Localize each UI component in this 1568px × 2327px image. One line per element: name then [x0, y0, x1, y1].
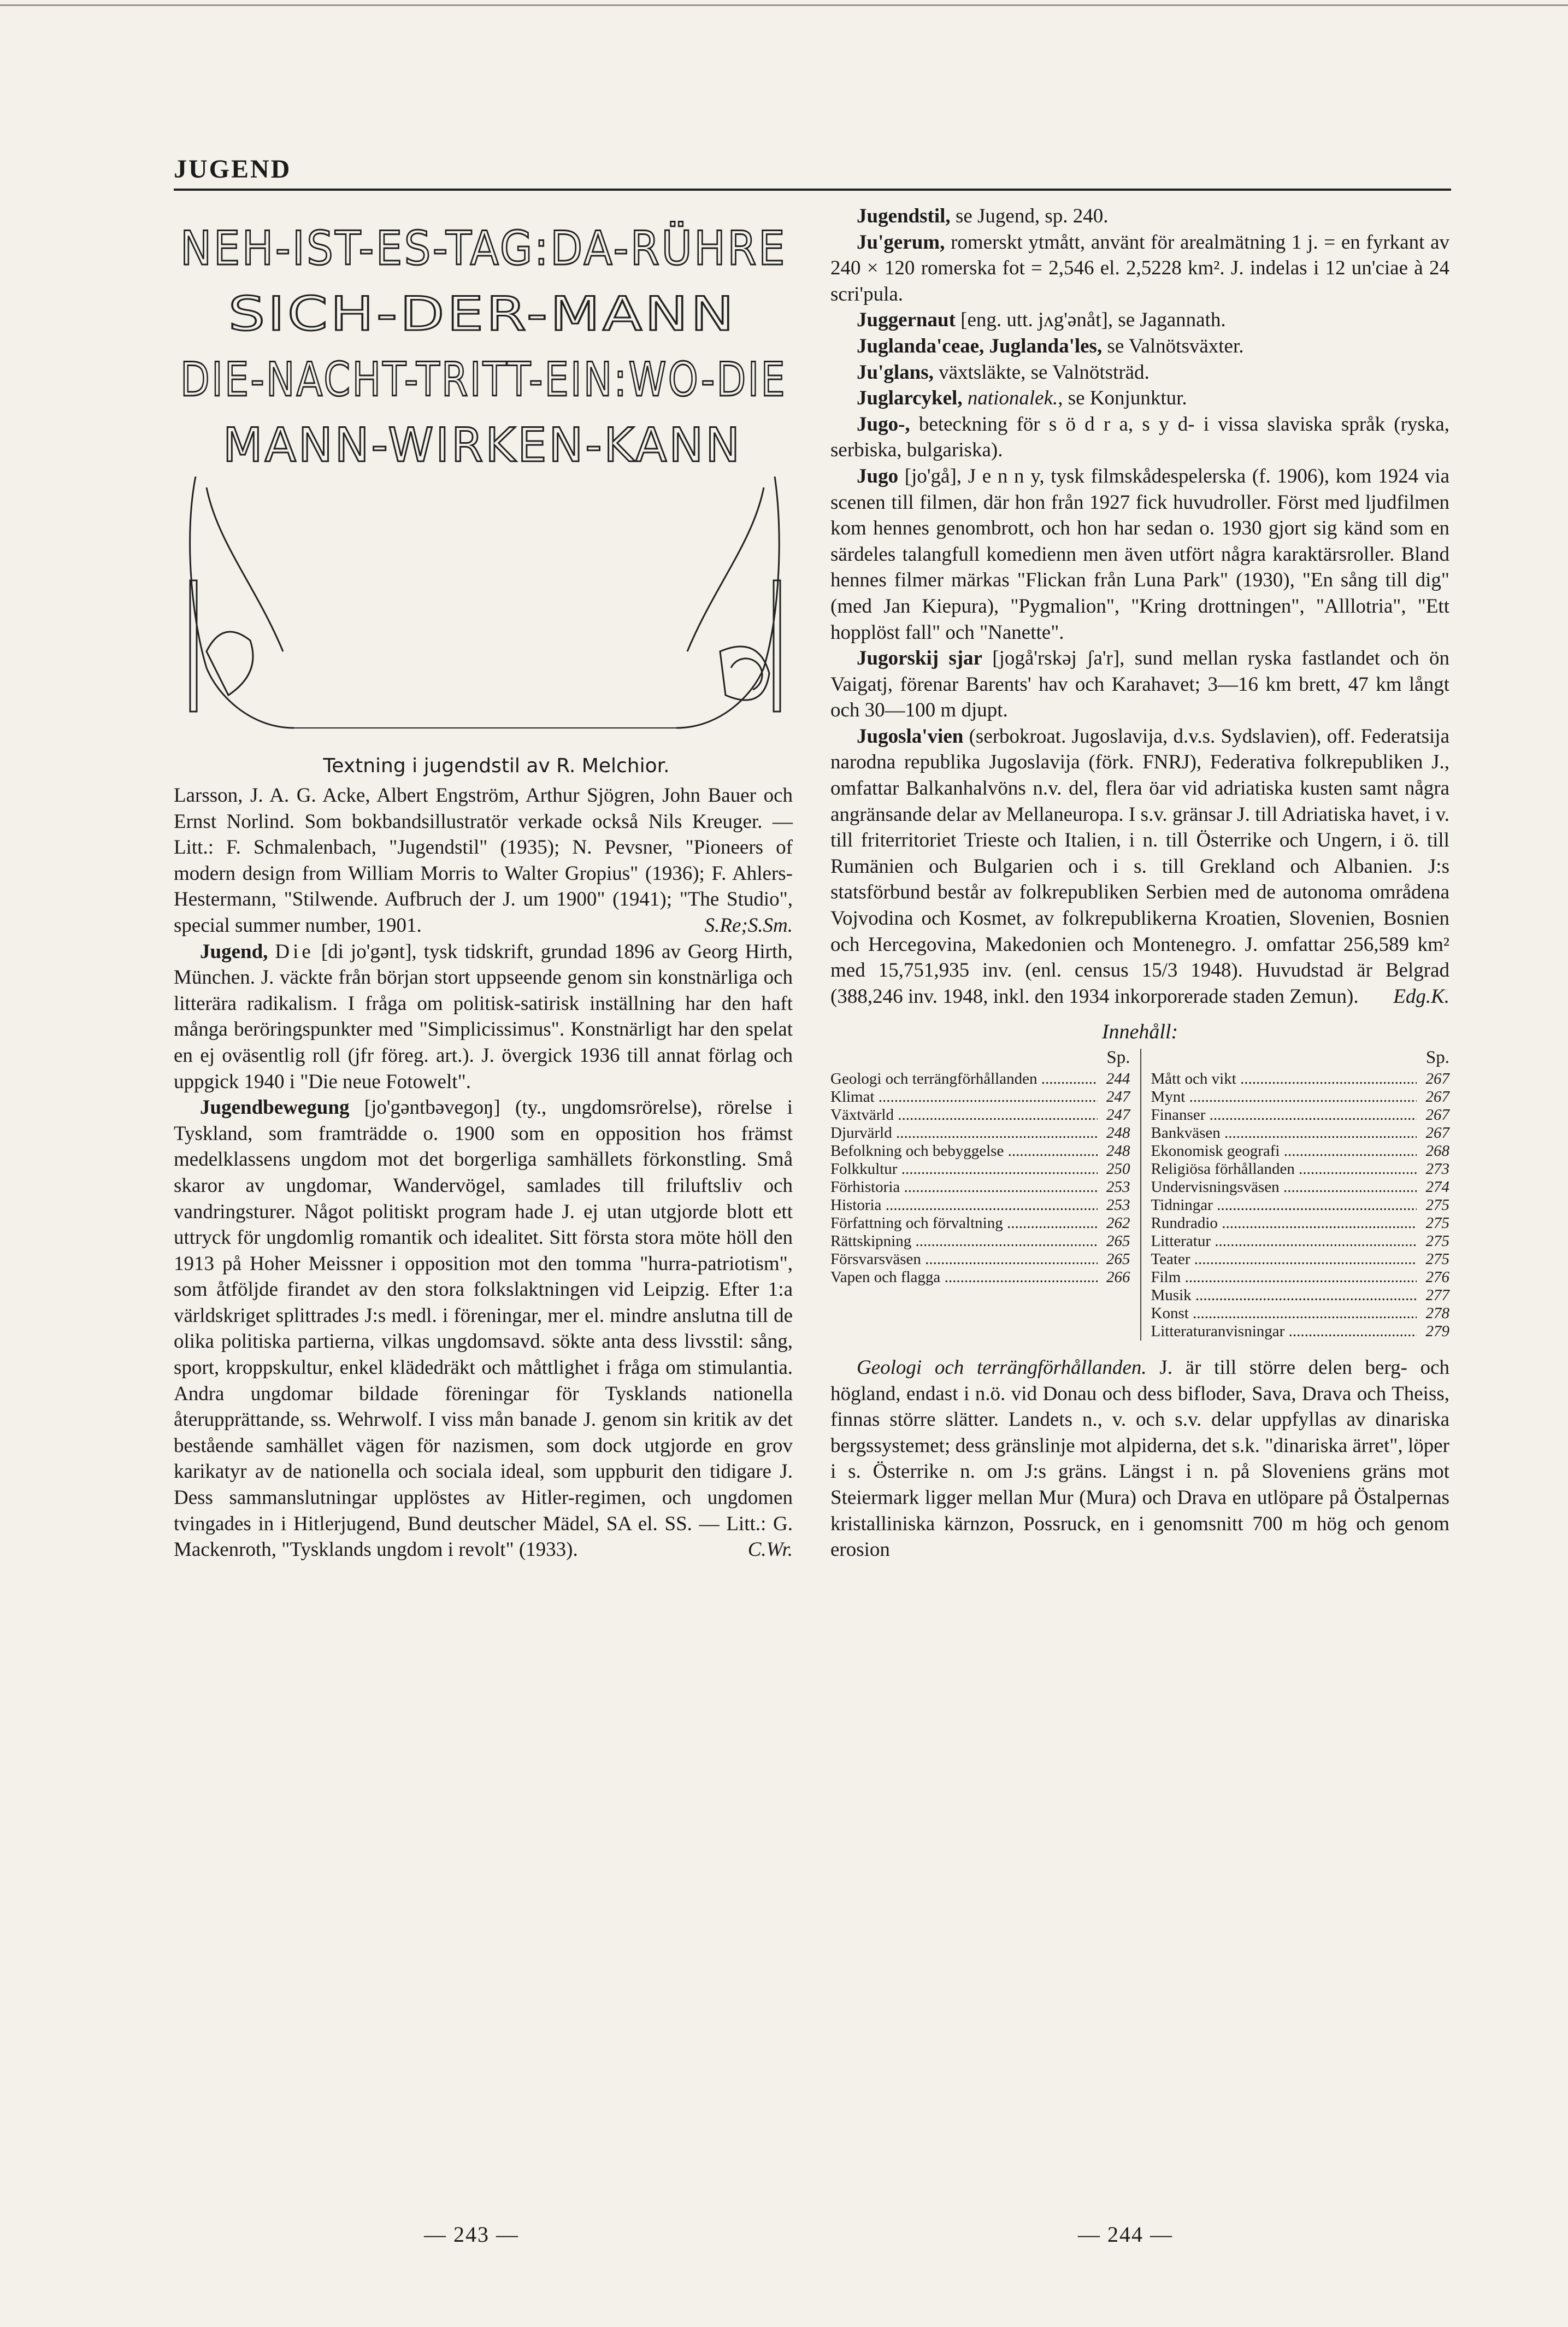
toc-row — [830, 1214, 1130, 1232]
entry-text: se Jugend, sp. 240. — [955, 205, 1109, 227]
table-of-contents — [830, 1049, 1449, 1341]
toc-sp-label: Sp. — [1425, 1048, 1449, 1067]
entry-text: (serbokroat. Jugoslavija, d.v.s. Sydslavien), off. Federatsija narodna republika Jugoslavija (förk. FNRJ), Federativa folkrepubliken J., omfattar Balkanhalvöns n.v. del, flera öar vid adriatiska kusten samt några angränsande delar av Mellaneuropa. I s.v. gränsar J. till Adriatiska havet, i v. till friterritoriet Trieste och Italien, i n. till Österrike och Ungern, i ö. till Rumänien och Bulgarien och i s. till Grekland och Albanien. J:s statsförbund består av folkrepubliken Serbien med de autonoma områdena Vojvodina och Kosmet, av folkrepublikerna Kroatien, Slovenien, Bosnien och Hercegovina, Makedonien och Montenegro. J. omfattar 256,589 km² med 15,751,935 inv. (enl. census 15/3 1948). Huvudstad är Belgrad (388,246 inv. 1948, inkl. den 1934 inkorporerade staden Zemun). — [830, 725, 1450, 1008]
toc-entry-name: Litteraturanvisningar ..... — [1151, 1323, 1417, 1341]
entry-jugerum — [830, 230, 1449, 308]
toc-entry-page: 248 — [1106, 1124, 1130, 1142]
entry-text: se Valnötsväxter. — [1107, 334, 1244, 357]
article-continuation — [174, 783, 793, 939]
toc-row — [830, 1142, 1130, 1160]
toc-row — [830, 1178, 1130, 1196]
toc-entry-name: Försvarsväsen ..... — [830, 1250, 1098, 1268]
toc-entry-name: Musik ..... — [1151, 1286, 1417, 1304]
toc-row — [1151, 1304, 1450, 1323]
ornamental-frame — [190, 477, 780, 728]
toc-row — [1151, 1160, 1450, 1178]
lettering-line-2: SICH-DER-MANN — [228, 287, 736, 342]
toc-row — [1151, 1286, 1450, 1304]
section-text: J. är till större delen berg- och högland, endast i n.ö. vid Donau och dess bifloder, Sava, Drava och Theiss, finnas större slätter. Landets n., v. och s.v. delar uppfyllas av dinariska bergssystemet; dess gränslinje mot alpiderna, det s.k. "dinariska ärret", löper i s. Österrike n. om J:s gräns. Längst i n. på Sloveniens gräns mot Steiermark ligger mellan Mur (Mura) och Drava en utlöpare på Östalpernas kristalliniska kärnzon, Possruck, en i genomsnitt 700 m hög och genom erosion — [830, 1356, 1450, 1561]
toc-entry-page: 273 — [1425, 1160, 1449, 1178]
author-signature: C.Wr. — [747, 1538, 793, 1561]
entry-headword: Jugo — [857, 465, 899, 487]
entry-text: [jogå'rskəj ʃa'r], sund mellan ryska fastlandet och ön Vaigatj, förenar Barents' hav och Karahavet; 3—16 km brett, 47 km långt och 30—100 m djupt. — [830, 647, 1449, 722]
toc-sp-label: Sp. — [1106, 1048, 1130, 1067]
entry-headword: Ju'gerum, — [857, 231, 945, 254]
toc-entry-page: 250 — [1106, 1160, 1130, 1178]
toc-entry-name: Historia ..... — [830, 1196, 1098, 1214]
entry-text: [eng. utt. jʌg'ənåt], se Jagannath. — [960, 309, 1226, 332]
toc-entry-page: 268 — [1425, 1142, 1449, 1160]
entry-jugoslavien — [830, 724, 1449, 1010]
toc-title: Innehåll: — [1101, 1020, 1178, 1044]
toc-entry-name: Ekonomisk geografi ..... — [1151, 1142, 1417, 1160]
toc-row — [1151, 1106, 1450, 1124]
entry-headword: Jugorskij sjar — [857, 647, 982, 670]
entry-jugendbewegung — [174, 1095, 793, 1563]
toc-entry-name: Mått och vikt ..... — [1151, 1070, 1417, 1088]
toc-entry-page: 244 — [1106, 1070, 1130, 1088]
toc-entry-page: 265 — [1106, 1232, 1130, 1250]
toc-row — [1151, 1088, 1450, 1106]
toc-entry-name: Teater ..... — [1151, 1250, 1417, 1268]
entry-jugo-prefix — [830, 412, 1449, 463]
toc-entry-page: 262 — [1106, 1214, 1130, 1232]
toc-entry-name: Djurvärld ..... — [830, 1124, 1098, 1142]
entry-jugendstil — [830, 203, 1449, 230]
left-column — [174, 203, 793, 1563]
header-rule — [174, 189, 1451, 191]
lettering-line-1: NEH-IST-ES-TAG:DA-RÜHRE — [180, 221, 787, 276]
jugendstil-lettering-illustration — [174, 203, 793, 750]
toc-row — [830, 1160, 1130, 1178]
toc-entry-name: Rättskipning ..... — [830, 1232, 1098, 1250]
entry-juglandaceae — [830, 333, 1449, 360]
entry-jugend-die — [174, 939, 793, 1095]
lettering-line-3: DIE-NACHT-TRITT-EIN:WO-DIE — [180, 352, 787, 407]
section-geology — [830, 1355, 1449, 1563]
entry-jugo-jenny — [830, 463, 1449, 645]
toc-row — [830, 1124, 1130, 1142]
toc-row — [830, 1232, 1130, 1250]
toc-entry-page: 247 — [1106, 1106, 1130, 1124]
toc-entry-name: Klimat ..... — [830, 1088, 1098, 1106]
entry-text: [jo'gəntbəvegoŋ] (ty., ungdomsrörelse), rörelse i Tyskland, som framträdde o. 1900 som en opposition hos främst medelklassens ungdom mot det borgerliga samhällets förkonstling. Små skaror av ungdomar, Wandervögel, samlades till friluftsliv och vandringsturer. Något politiskt program hade J. ej utan utgjorde blott ett uttryck för ungdomlig romantik och idealitet. Sitt första stora möte höll den 1913 på Hoher Meissner i opposition mot den tomma "hurra-patriotism", som åtföljde firandet av den stora folkslaktningen vid Leipzig. Efter 1:a världskriget splittrades J:s medl. i föreningar, mer el. mindre anslutna till de olika politiska partierna, vilkas ungdomsavd. sökte anta dess livsstil: sång, sport, kroppskultur, enkel klädedräkt och måttlighet i fråga om stimulantia. Andra ungdomar bildade föreningar för Tysklands nationella återupprättande, ss. Wehrwolf. I viss mån banade J. genom sin kritik av det bestående samhället vägen för nazismen, som dock utgjorde en grov karikatyr av de nationella och sociala ideal, som uppburit den tidigare J. Dess sammanslutningar upplöstes av Hitler-regimen, och ungdomen tvingades in i Hitlerjugend, Bund deutscher Mädel, SA el. SS. — Litt.: G. Mackenroth, "Tysklands ungdom i revolt" (1933). — [174, 1096, 793, 1561]
toc-entry-page: 267 — [1425, 1088, 1449, 1106]
page-number-left: — 243 — — [424, 2222, 519, 2247]
toc-row — [1151, 1196, 1450, 1214]
lettering-artwork — [174, 203, 793, 750]
toc-entry-name: Författning och förvaltning ..... — [830, 1214, 1098, 1232]
entry-text: [jo'gå], J e n n y, tysk filmskådespelerska (f. 1906), kom 1924 via scenen till filmen, där hon från 1927 fick huvudroller. Först med ljudfilmen kom hennes genombrott, och hon har sedan o. 1930 gjort sig känd som en särdeles talangfull komedienn men även utfört några karaktärsroller. Bland hennes filmer märkas "Flickan från Luna Park" (1930), "En sång till dig" (med Jan Kiepura), "Pygmalion", "Kring drottningen", "Alllotria", "Ett hopplöst fall" och "Nanette". — [830, 465, 1450, 644]
entry-headword: Juggernaut — [857, 309, 956, 332]
toc-entry-name: Växtvärld ..... — [830, 1106, 1098, 1124]
toc-entry-page: 267 — [1425, 1106, 1449, 1124]
entry-headword: Juglanda'ceae, Juglanda'les, — [857, 334, 1103, 357]
toc-entry-page: 248 — [1106, 1142, 1130, 1160]
toc-entry-page: 267 — [1425, 1124, 1449, 1142]
toc-entry-page: 267 — [1425, 1070, 1449, 1088]
entry-text: se Konjunktur. — [1068, 387, 1187, 410]
toc-right-column — [1140, 1049, 1450, 1341]
entry-headword: Jugosla'vien — [857, 725, 964, 748]
toc-entry-name: Konst ..... — [1151, 1304, 1417, 1323]
running-head: JUGEND — [174, 155, 292, 184]
toc-entry-page: 275 — [1425, 1250, 1449, 1268]
entry-text: [di jo'gənt], tysk tidskrift, grundad 1896 av Georg Hirth, München. J. väckte från början stort uppseende genom sin konstnärliga och litterära radikalism. I fråga om politisk-satirisk inställning har den haft många beröringspunkter med "Simplicissimus". Konstnärligt har den spelat en ej oväsentlig roll (jfr föreg. art.). J. övergick 1936 till annat förlag och uppgick 1940 i "Die neue Fotowelt". — [174, 940, 793, 1093]
entry-juglans — [830, 360, 1449, 386]
toc-entry-page: 275 — [1425, 1196, 1449, 1214]
toc-entry-page: 276 — [1425, 1268, 1449, 1286]
toc-entry-name: Geologi och terrängförhållanden ..... — [830, 1070, 1098, 1088]
toc-row — [1151, 1124, 1450, 1142]
entry-headword: Ju'glans, — [857, 361, 934, 384]
toc-entry-name: Film ..... — [1151, 1268, 1417, 1286]
toc-row — [1151, 1250, 1450, 1268]
toc-row — [1151, 1070, 1450, 1088]
page-number-right: — 244 — — [1078, 2222, 1173, 2247]
toc-entry-page: 266 — [1106, 1268, 1130, 1286]
toc-left-column — [830, 1049, 1140, 1341]
toc-entry-page: 274 — [1425, 1178, 1449, 1196]
toc-row — [830, 1070, 1130, 1088]
toc-entry-page: 278 — [1425, 1304, 1449, 1322]
toc-row — [1151, 1268, 1450, 1286]
toc-entry-page: 275 — [1425, 1232, 1449, 1250]
entry-headword: Jugendstil, — [857, 205, 951, 227]
right-column — [830, 203, 1449, 1563]
toc-entry-name: Religiösa förhållanden ..... — [1151, 1160, 1417, 1178]
section-heading: Geologi och terrängförhållanden. — [857, 1356, 1147, 1379]
toc-entry-page: 253 — [1106, 1196, 1130, 1214]
lettering-line-4: MANN-WIRKEN-KANN — [223, 418, 742, 473]
entry-text: växtsläkte, se Valnötsträd. — [939, 361, 1150, 384]
toc-entry-page: 279 — [1425, 1323, 1449, 1340]
entry-headword: Juglarcykel, — [857, 387, 963, 410]
entry-headword: Jugend, — [200, 940, 268, 963]
entry-juglarcykel — [830, 385, 1449, 412]
toc-entry-name: Tidningar ..... — [1151, 1196, 1417, 1214]
toc-entry-name: Vapen och flagga ..... — [830, 1268, 1098, 1286]
toc-entry-name: Finanser ..... — [1151, 1106, 1417, 1124]
entry-juggernaut — [830, 307, 1449, 333]
toc-row — [830, 1250, 1130, 1268]
toc-entry-name: Mynt ..... — [1151, 1088, 1417, 1106]
entry-jugorskij-sjar — [830, 645, 1449, 724]
toc-row — [1151, 1214, 1450, 1232]
toc-row — [830, 1088, 1130, 1106]
toc-entry-name: Undervisningsväsen ..... — [1151, 1178, 1417, 1196]
toc-entry-name: Befolkning och bebyggelse ..... — [830, 1142, 1098, 1160]
entry-spaced-word: Die — [275, 940, 314, 963]
author-signature: S.Re;S.Sm. — [704, 914, 793, 937]
toc-entry-name: Folkkultur ..... — [830, 1160, 1098, 1178]
toc-row — [1151, 1142, 1450, 1160]
toc-row — [830, 1196, 1130, 1214]
entry-text: romerskt ytmått, använt för arealmätning 1 j. = en fyrkant av 240 × 120 romerska fot = 2,546 el. 2,5228 km². J. indelas i 12 un'ciae à 24 scri'pula. — [830, 231, 1449, 305]
toc-entry-page: 265 — [1106, 1250, 1130, 1268]
toc-row — [1151, 1178, 1450, 1196]
toc-entry-name: Litteratur ..... — [1151, 1232, 1417, 1250]
toc-row — [830, 1268, 1130, 1286]
toc-entry-page: 275 — [1425, 1214, 1449, 1232]
toc-entry-name: Rundradio ..... — [1151, 1214, 1417, 1232]
article-text: Larsson, J. A. G. Acke, Albert Engström, Arthur Sjögren, John Bauer och Ernst Norlind. Som bokbandsillustratör verkade också Nils Kreuger. — Litt.: F. Schmalenbach, "Jugendstil" (1935); N. Pevsner, "Pioneers of modern design from William Morris to Walter Gropius" (1936); F. Ahlers-Hestermann, "Stilwende. Aufbruch der J. um 1900" (1941); "The Studio", special summer number, 1901. — [174, 784, 793, 937]
toc-entry-page: 277 — [1425, 1286, 1449, 1304]
toc-entry-name: Bankväsen ..... — [1151, 1124, 1417, 1142]
entry-italic: nationalek., — [967, 387, 1063, 410]
entry-headword: Jugo-, — [857, 413, 910, 436]
toc-row — [1151, 1232, 1450, 1250]
toc-row — [1151, 1323, 1450, 1341]
top-edge-rule — [0, 4, 1568, 6]
toc-row — [830, 1106, 1130, 1124]
author-signature: Edg.K. — [1393, 985, 1449, 1008]
entry-text: beteckning för s ö d r a, s y d- i vissa slaviska språk (ryska, serbiska, bulgariska). — [830, 413, 1450, 462]
toc-entry-name: Förhistoria ..... — [830, 1178, 1098, 1196]
illustration-caption: Textning i jugendstil av R. Melchior. — [323, 755, 670, 777]
toc-entry-page: 247 — [1106, 1088, 1130, 1106]
toc-entry-page: 253 — [1106, 1178, 1130, 1196]
entry-headword: Jugendbewegung — [200, 1096, 350, 1119]
